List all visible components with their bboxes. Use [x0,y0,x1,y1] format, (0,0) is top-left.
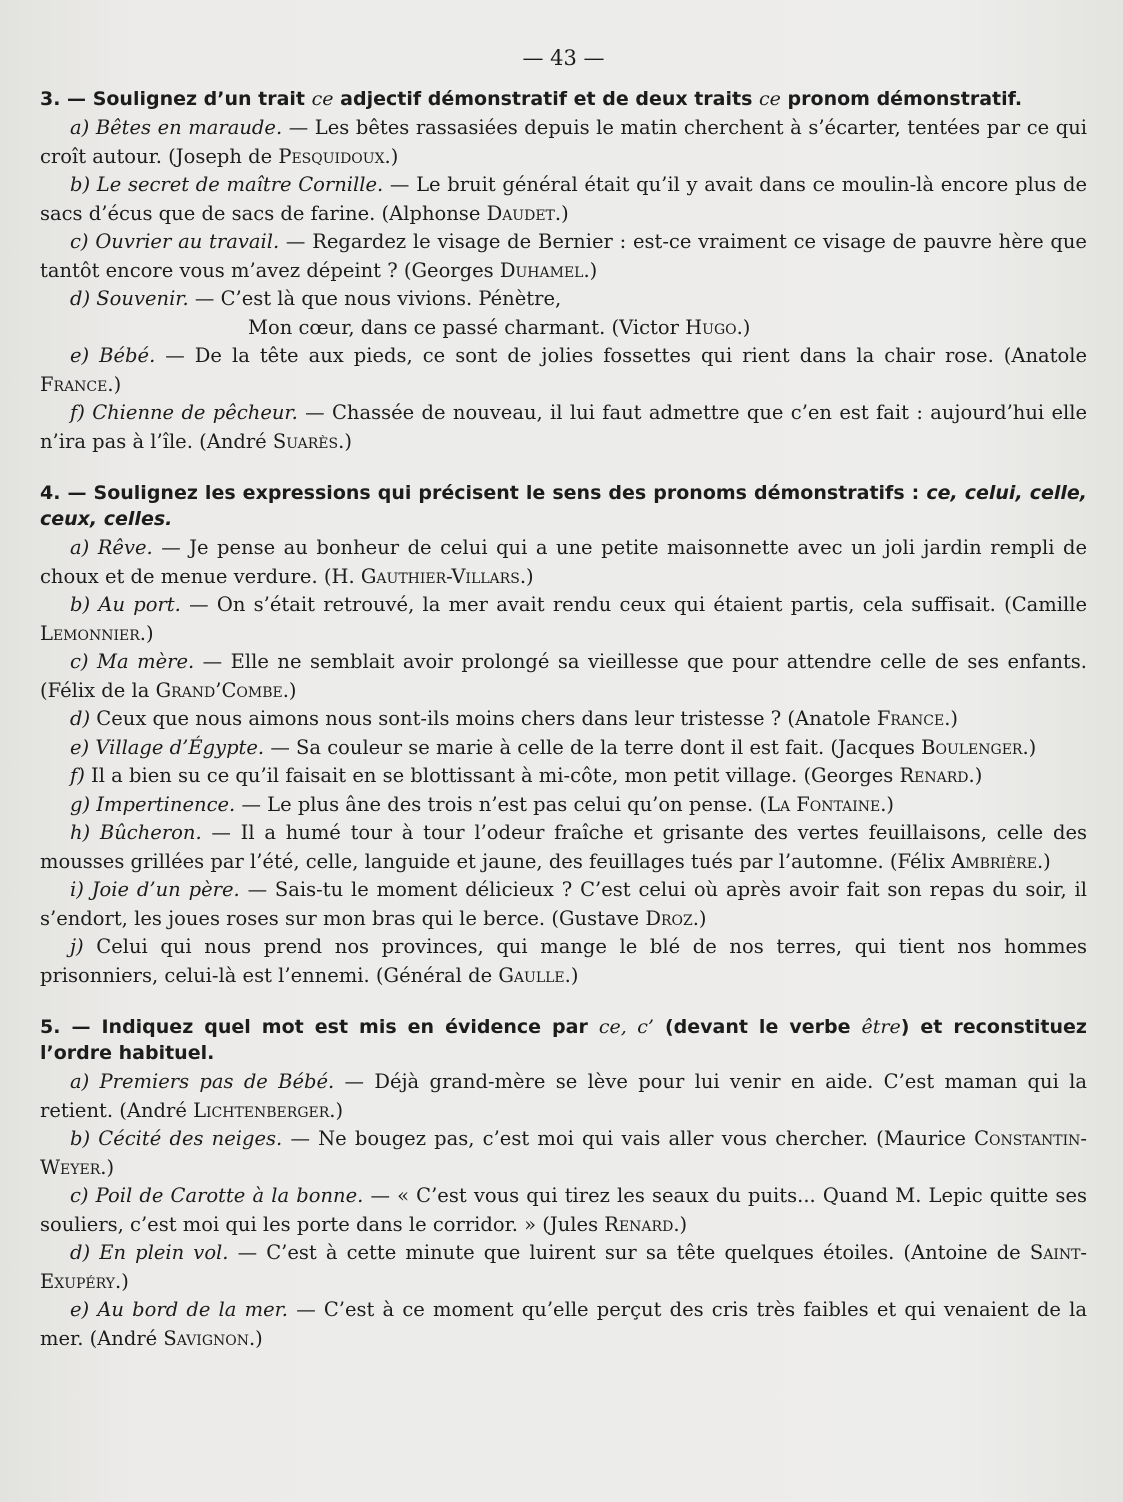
exercise-3-item-d: d) Souvenir. — C’est là que nous vivions. Pénètre, [70,287,562,310]
exercise-4-instruction: 4. — Soulignez les expressions qui précisent le sens des pronoms démonstratifs : ce, celui, celle, ceux, celles. [40,482,1087,530]
exercise-5-item-b: b) Cécité des neiges. — Ne bougez pas, c’est moi qui vais aller vous chercher. (Maurice Constantin-Weyer.) [40,1127,1087,1179]
exercise-3-item-c: c) Ouvrier au travail. — Regardez le visage de Bernier : est-ce vraiment ce visage de pauvre hère que tantôt encore vous m’avez dépeint ? (Georges Duhamel.) [40,230,1087,282]
exercise-4-item-a: a) Rêve. — Je pense au bonheur de celui qui a une petite maisonnette avec un joli jardin rempli de choux et de menue verdure. (H. Gauthier-Villars.) [40,536,1088,588]
exercise-4-item-h: h) Bûcheron. — Il a humé tour à tour l’odeur fraîche et grisante des vertes feuillaisons, celle des mousses grillées par l’été, celle, languide et jaune, des feuillages tués par l’automne. (Félix Ambrière.) [40,821,1087,873]
exercise-5-item-d: d) En plein vol. — C’est à cette minute que luirent sur sa tête quelques étoiles. (Antoine de Saint-Exupéry.) [40,1241,1088,1293]
page-number: — 43 — [522,46,605,70]
exercise-5-item-a: a) Premiers pas de Bébé. — Déjà grand-mère se lève pour lui venir en aide. C’est maman qui la retient. (André Lichtenberger.) [40,1070,1087,1122]
exercise-5-instruction: 5. — Indiquez quel mot est mis en évidence par ce, c’ (devant le verbe être) et reconstituez l’ordre habituel. [40,1016,1087,1064]
exercise-3-item-e: e) Bébé. — De la tête aux pieds, ce sont de jolies fossettes qui rient dans la chair rose. (Anatole France.) [40,344,1087,396]
exercise-4 [40,480,1087,990]
exercise-5-item-c: c) Poil de Carotte à la bonne. — « C’est vous qui tirez les seaux du puits... Quand M. Lepic quitte ses souliers, c’est moi qui les porte dans le corridor. » (Jules Renard.) [40,1184,1087,1236]
exercise-4-item-j: j) Celui qui nous prend nos provinces, qui mange le blé de nos terres, qui tient nos hommes prisonniers, celui-là est l’ennemi. (Général de Gaulle.) [40,935,1087,987]
exercise-4-item-c: c) Ma mère. — Elle ne semblait avoir prolongé sa vieillesse que pour attendre celle de ses enfants. (Félix de la Grand’Combe.) [40,650,1087,702]
exercise-4-item-b: b) Au port. — On s’était retrouvé, la mer avait rendu ceux qui étaient partis, cela suffisait. (Camille Lemonnier.) [40,593,1088,645]
exercise-4-item-i: i) Joie d’un père. — Sais-tu le moment délicieux ? C’est celui où après avoir fait son repas du soir, il s’endort, les joues roses sur mon bras qui le berce. (Gustave Droz.) [40,878,1088,930]
exercise-3-item-d-verse: Mon cœur, dans ce passé charmant. (Victor Hugo.) [248,315,751,339]
exercise-3-item-a: a) Bêtes en maraude. — Les bêtes rassasiées depuis le matin cherchent à s’écarter, tentées par ce qui croît autour. (Joseph de Pesquidoux.) [40,116,1088,168]
exercise-4-item-g: g) Impertinence. — Le plus âne des trois n’est pas celui qu’on pense. (La Fontaine.) [70,792,895,816]
exercise-3-instruction: 3. — Soulignez d’un trait ce adjectif démonstratif et de deux traits ce pronom démonstratif. [40,88,1023,110]
exercise-5 [40,1014,1087,1353]
exercise-3 [40,86,1087,456]
exercise-3-item-b: b) Le secret de maître Cornille. — Le bruit général était qu’il y avait dans ce moulin-là encore plus de sacs d’écus que de sacs de farine. (Alphonse Daudet.) [40,173,1088,225]
exercise-3-item-f: f) Chienne de pêcheur. — Chassée de nouveau, il lui faut admettre que c’en est fait : aujourd’hui elle n’ira pas à l’île. (André Suarès.) [40,401,1088,453]
exercise-4-item-e: e) Village d’Égypte. — Sa couleur se marie à celle de la terre dont il est fait. (Jacques Boulenger.) [70,735,1037,759]
exercise-4-item-d: d) Ceux que nous aimons nous sont-ils moins chers dans leur tristesse ? (Anatole France.) [70,707,958,730]
exercise-5-item-e: e) Au bord de la mer. — C’est à ce moment qu’elle perçut des cris très faibles et qui venaient de la mer. (André Savignon.) [40,1298,1088,1350]
exercise-4-item-f: f) Il a bien su ce qu’il faisait en se blottissant à mi-côte, mon petit village. (Georges Renard.) [70,764,983,787]
